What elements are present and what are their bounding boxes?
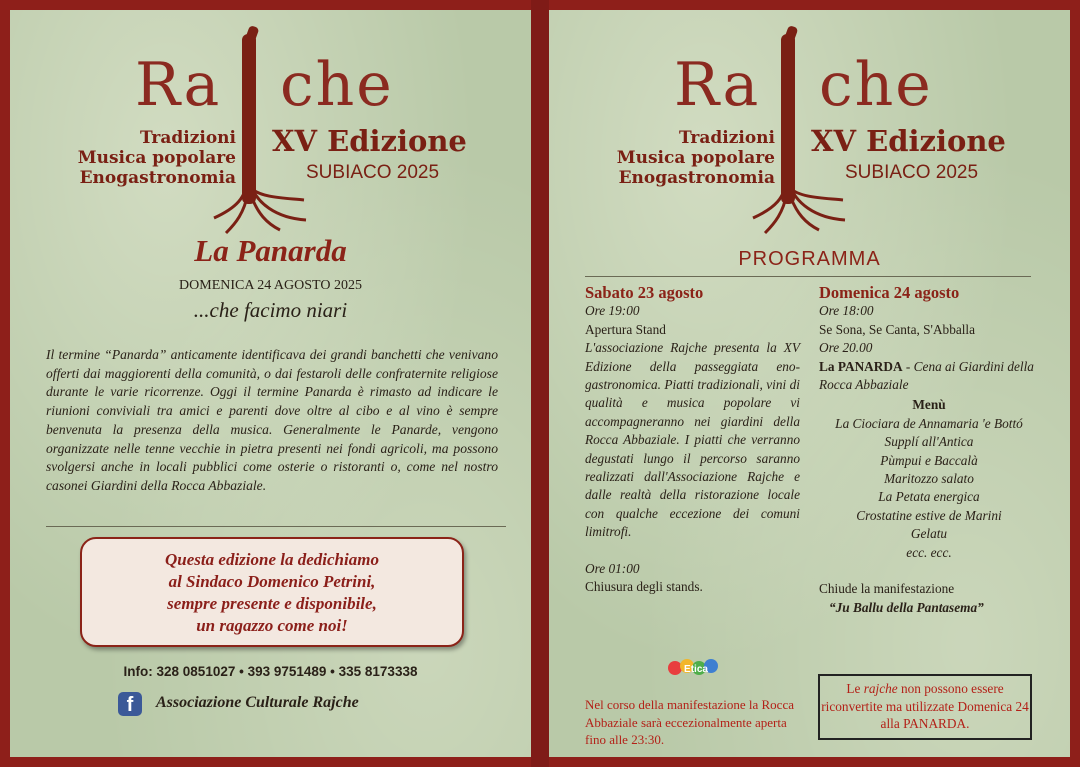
logo-word-ra: Ra [135, 50, 222, 120]
rajche-notice-box [818, 674, 1032, 740]
menu-title: Menù [912, 397, 946, 413]
saturday-day: Sabato 23 agosto [585, 283, 704, 302]
contact-info: Info: 328 0851027 • 393 9751489 • 335 8173338 [123, 664, 418, 679]
rajche-logo [549, 28, 1070, 248]
closing-text: Chiude la manifestazione [819, 581, 955, 597]
etica-logo-text: Etica [684, 664, 708, 675]
etica-logo-icon [667, 654, 725, 688]
sunday-day: Domenica 24 agosto [819, 283, 960, 302]
saturday-time-1: Ore 19:00 [585, 303, 640, 319]
divider-line [585, 276, 1031, 277]
facebook-icon[interactable]: f [118, 692, 142, 716]
logo-place: SUBIACO 2025 [845, 162, 979, 183]
intro-paragraph: Il termine “Panarda” anticamente identificava dei grandi banchetti che venivano offerti dai maggiorenti della comunità, o dai festaroli delle confraternite religiose durante le varie ricorrenze. Oggi il termine Panarda è rimasto ad indicare le riunioni conviviali tra amici e parenti dove oltre al cibo e al vino è sempre benvenuta la presenza della musica. Generalmente le Panarde, vengono organizzate nelle tenne vecchie in pietra presenti nei fondi agricoli, ma possono svolgersi anche in locali pubblici come osterie o ristoranti o, come nel nostro casonei Giardini della Rocca Abbaziale. [46, 347, 498, 493]
menu-item: ecc. ecc. [906, 544, 952, 560]
saturday-time-2: Ore 01:00 [585, 560, 640, 576]
right-flyer-page [549, 10, 1070, 757]
event-date: DOMENICA 24 AGOSTO 2025 [179, 278, 362, 293]
menu-item: Crostatine estive de Marini [856, 507, 1002, 523]
association-name: Associazione Culturale Rajche [156, 694, 359, 711]
menu-item: Supplí all'Antica [884, 434, 974, 450]
saturday-event-1: Apertura Stand [585, 321, 666, 337]
logo-word-che: che [280, 50, 394, 120]
logo-tag-musica: Musica popolare [616, 148, 775, 168]
saturday-event-2: Chiusura degli stands. [585, 579, 703, 595]
logo-edition: XV Edizione [272, 124, 467, 158]
saturday-column [585, 284, 800, 597]
sunday-column [819, 284, 1039, 617]
dedication-line: Questa edizione la dedichiamo [165, 550, 379, 569]
page-title: La Panarda [194, 233, 347, 268]
program-heading: PROGRAMMA [738, 248, 881, 270]
dedication-box [80, 537, 464, 647]
logo-tag-enogastronomia: Enogastronomia [618, 168, 775, 188]
logo-tag-tradizioni: Tradizioni [679, 128, 775, 148]
sunday-event-1: Se Sona, Se Canta, S'Abballa [819, 321, 976, 337]
panarda-label: La PANARDA [819, 358, 903, 374]
menu-item: Gelatu [910, 526, 948, 542]
center-divider [531, 0, 549, 767]
left-flyer-page [10, 10, 531, 757]
logo-edition: XV Edizione [811, 124, 1006, 158]
notice-em: rajche [863, 681, 898, 696]
menu-item: Pùmpui e Baccalà [880, 452, 978, 468]
panarda-description: - Cena ai Giardini della Rocca Abbaziale [819, 358, 1034, 393]
logo-place: SUBIACO 2025 [306, 162, 440, 183]
notice-text: non possono essere riconvertite ma utilizzate Domenica 24 alla PANARDA. [821, 681, 1029, 731]
dedication-line: al Sindaco Domenico Petrini, [168, 572, 376, 591]
logo-word-che: che [819, 50, 933, 120]
dedication-line: un ragazzo come noi! [196, 616, 348, 635]
menu-item: La Ciociara de Annamaria 'e Bottó [835, 415, 1023, 431]
logo-tag-musica: Musica popolare [77, 148, 236, 168]
abbey-note: Nel corso della manifestazione la Rocca Abbaziale sarà eccezionalmente aperta fino alle 23:30. [585, 697, 794, 747]
logo-word-ra: Ra [674, 50, 761, 120]
sunday-time-1: Ore 18:00 [819, 303, 874, 319]
rajche-logo [10, 28, 531, 248]
divider-line [46, 526, 506, 527]
logo-tag-enogastronomia: Enogastronomia [79, 168, 236, 188]
slogan: ...che facimo niari [193, 298, 348, 322]
logo-tag-tradizioni: Tradizioni [140, 128, 236, 148]
notice-prefix: Le [846, 681, 864, 696]
menu-item: La Petata energica [878, 489, 980, 505]
saturday-description: L'associazione Rajche presenta la XV Edizione della passeggiata eno-gastronomica. Piatti tradizionali, vini di qualità e musica popolare vi accompagneranno nei giardini della Rocca Abbaziale. I piatti che verranno degustati lungo il percorso saranno realizzati dall'Associazione Rajche e dalle realtà della ristorazione locale con qualche eccezione dei comuni limitrofi. [585, 340, 800, 540]
dedication-line: sempre presente e disponibile, [167, 594, 377, 613]
sunday-event-2 [819, 358, 1039, 395]
closing-title: “Ju Ballu della Pantasema” [829, 599, 984, 615]
menu-item: Maritozzo salato [884, 471, 974, 487]
sunday-time-2: Ore 20.00 [819, 340, 873, 356]
